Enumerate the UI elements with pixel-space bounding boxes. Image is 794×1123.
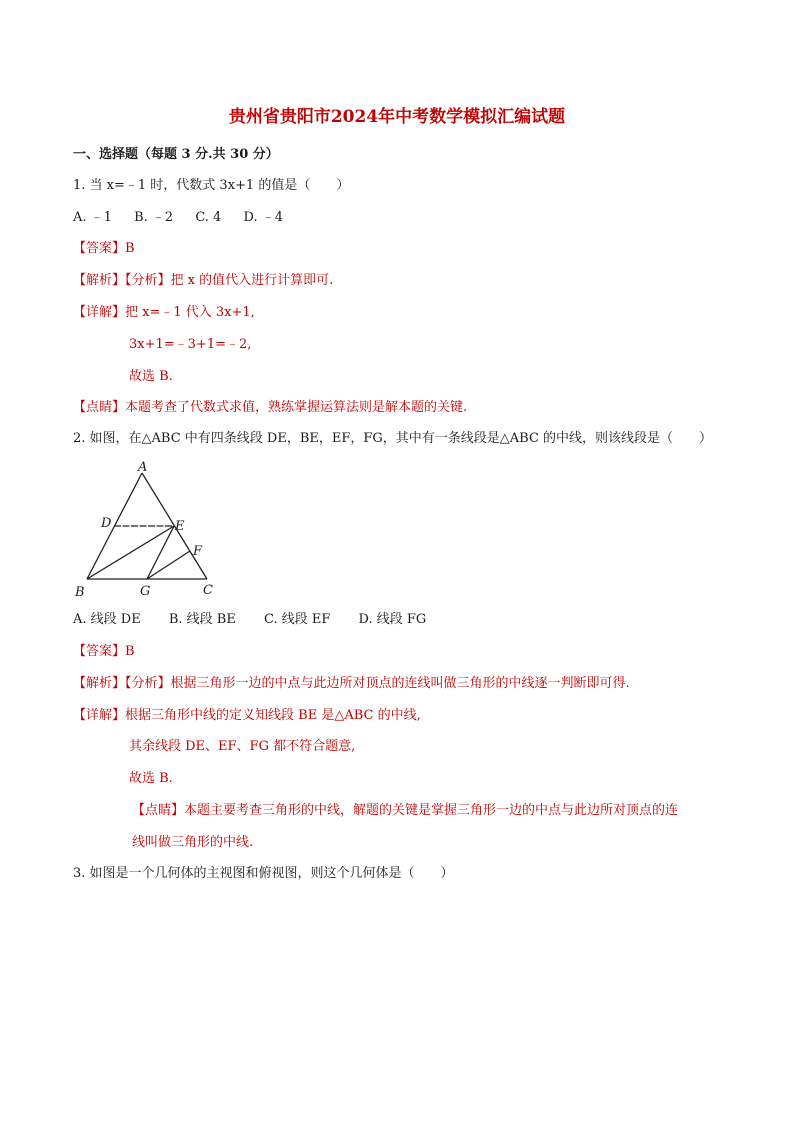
question-2-answer xyxy=(73,643,135,661)
option-c: C. 4 xyxy=(195,210,222,225)
question-1-step-2: 故选 B. xyxy=(129,369,173,384)
detail-text: 把 x=﹣1 代入 3x+1, xyxy=(125,305,255,320)
label-c: C xyxy=(203,583,213,598)
option-b: B. 线段 BE xyxy=(168,612,236,627)
question-2-step-2: 故选 B. xyxy=(129,771,173,786)
label-e: E xyxy=(175,519,185,534)
question-1-options xyxy=(73,209,283,227)
detail-tag: 【详解】 xyxy=(73,305,126,320)
question-1-analysis xyxy=(73,272,333,290)
answer-tag: 【答案】 xyxy=(73,644,126,659)
question-1-stem: 1. 当 x=﹣1 时，代数式 3x+1 的值是（ ） xyxy=(73,178,350,193)
analysis-text: 根据三角形一边的中点与此边所对顶点的连线叫做三角形的中线逐一判断即可得. xyxy=(170,676,630,691)
question-2-detail xyxy=(73,707,421,725)
question-2-step-1: 其余线段 DE、EF、FG 都不符合题意, xyxy=(129,739,356,754)
triangle-figure xyxy=(72,458,222,603)
answer-tag: 【答案】 xyxy=(73,241,126,256)
question-2-options xyxy=(73,611,426,629)
comment-text: 本题考查了代数式求值，熟练掌握运算法则是解本题的关键. xyxy=(125,400,468,415)
question-2-comment-continued: 线叫做三角形的中线. xyxy=(132,835,254,850)
comment-text: 本题主要考查三角形的中线，解题的关键是掌握三角形一边的中点与此边所对顶点的连 xyxy=(184,803,679,818)
section-heading: 一、选择题（每题 3 分.共 30 分） xyxy=(73,147,279,162)
analysis-tag: 【解析】【分析】 xyxy=(73,273,171,288)
question-2-stem: 2. 如图，在△ABC 中有四条线段 DE，BE，EF，FG，其中有一条线段是△ABC 的中线，则该线段是（ ） xyxy=(73,431,713,446)
label-g: G xyxy=(140,584,151,599)
label-a: A xyxy=(138,460,148,475)
option-a: A. ﹣1 xyxy=(73,210,112,225)
question-2-analysis xyxy=(73,675,630,693)
question-3-stem: 3. 如图是一个几何体的主视图和俯视图，则这个几何体是（ ） xyxy=(73,866,454,881)
question-1-step-1: 3x+1=﹣3+1=﹣2, xyxy=(129,337,252,352)
detail-text: 根据三角形中线的定义知线段 BE 是△ABC 的中线, xyxy=(125,708,421,723)
analysis-tag: 【解析】【分析】 xyxy=(73,676,171,691)
option-a: A. 线段 DE xyxy=(73,612,141,627)
question-1-comment xyxy=(73,399,467,417)
option-c: C. 线段 EF xyxy=(263,612,331,627)
detail-tag: 【详解】 xyxy=(73,708,126,723)
label-f: F xyxy=(193,544,203,559)
option-d: D. 线段 FG xyxy=(358,612,427,627)
option-d: D. ﹣4 xyxy=(243,210,283,225)
label-b: B xyxy=(75,585,85,600)
comment-tag: 【点睛】 xyxy=(132,803,185,818)
question-1-detail xyxy=(73,304,255,322)
option-b: B. ﹣2 xyxy=(134,210,174,225)
question-1-answer xyxy=(73,240,135,258)
analysis-text: 把 x 的值代入进行计算即可. xyxy=(170,273,334,288)
label-d: D xyxy=(101,516,112,531)
answer-value: B xyxy=(125,241,135,256)
document-title: 贵州省贵阳市2024年中考数学模拟汇编试题 xyxy=(228,107,566,127)
answer-value: B xyxy=(125,644,135,659)
comment-tag: 【点睛】 xyxy=(73,400,126,415)
question-2-comment xyxy=(132,802,678,820)
